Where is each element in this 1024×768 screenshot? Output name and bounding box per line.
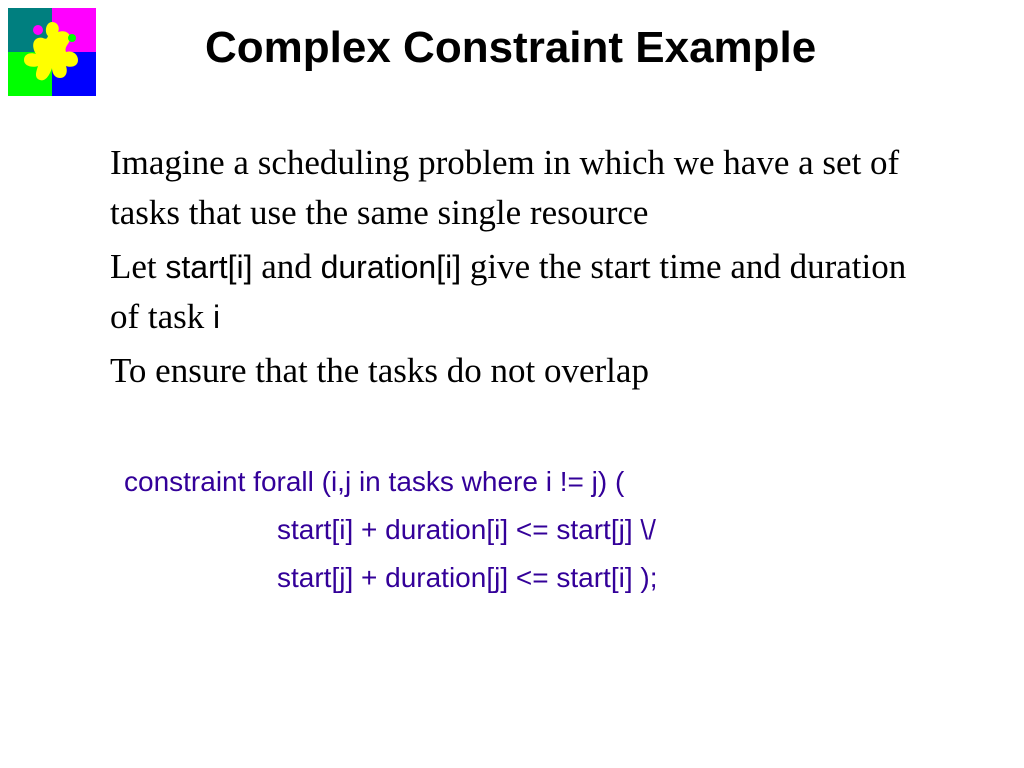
let-text: Let [110,247,166,286]
slide-title: Complex Constraint Example [205,23,817,72]
code-line-2: start[i] + duration[i] <= start[j] \/ [277,514,656,545]
task-index-variable: i [213,299,221,335]
code-line-3: start[j] + duration[j] <= start[i] ); [277,562,658,593]
paragraph-definitions [110,242,930,342]
paragraph-no-overlap: To ensure that the tasks do not overlap [110,351,649,390]
code-line-1: constraint forall (i,j in tasks where i != j) ( [124,466,625,497]
start-variable: start[i] [165,249,253,285]
puzzle-pieces-icon [8,8,96,96]
duration-variable: duration[i] [320,249,462,285]
definition-text: give the start time and duration of task [110,247,907,336]
paragraph-scheduling-problem: Imagine a scheduling problem in which we have a set of tasks that use the same single resource [110,143,900,232]
and-text: and [252,247,321,286]
slide-body [110,138,930,400]
